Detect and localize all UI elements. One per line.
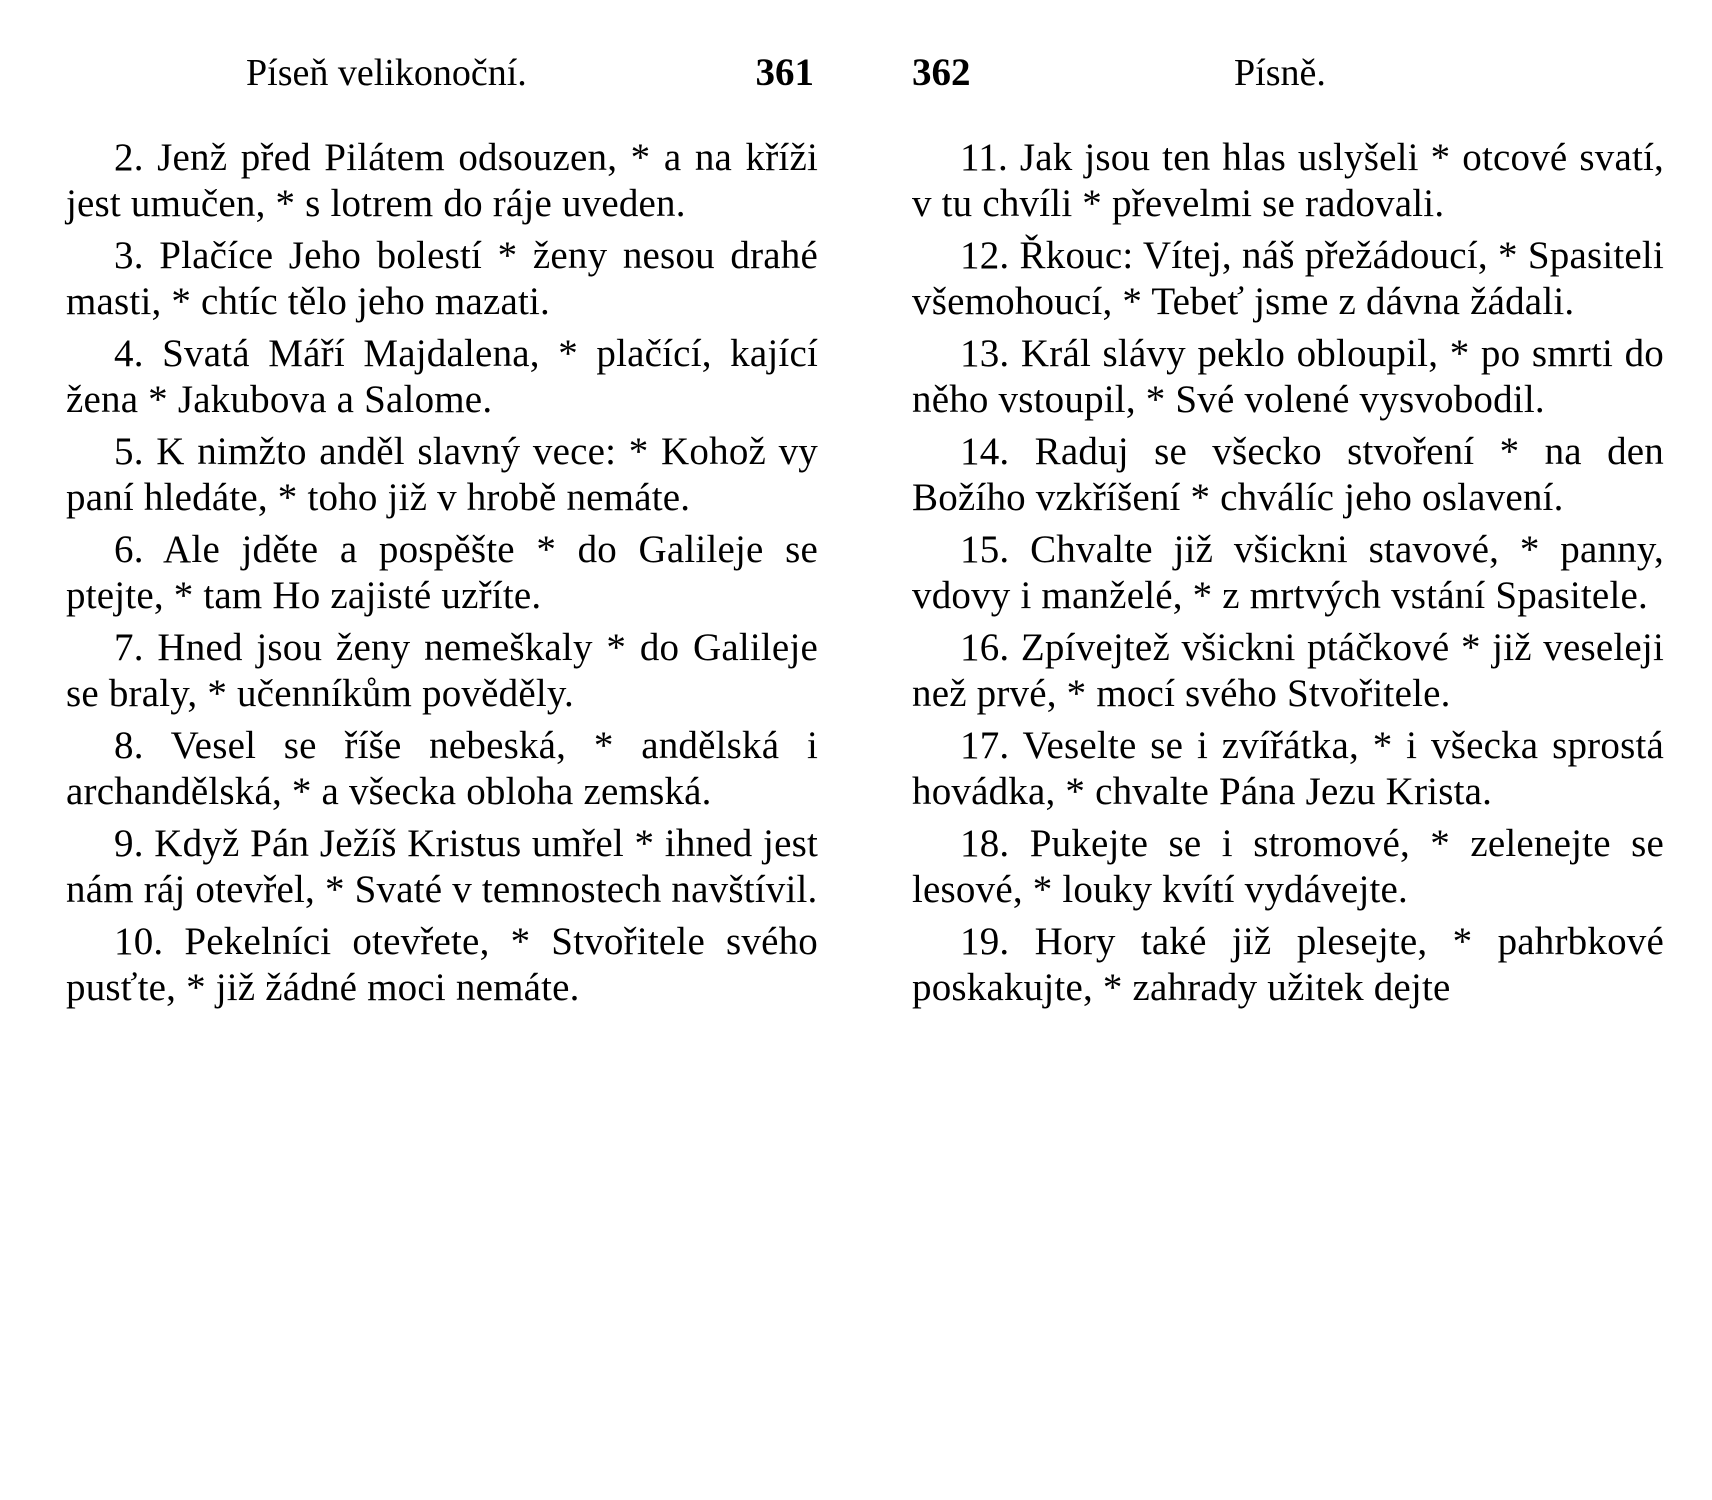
verse-number: 7. — [114, 626, 144, 669]
verse — [912, 821, 1664, 913]
verse-number: 5. — [114, 430, 144, 473]
left-page-body — [66, 135, 818, 1017]
verse — [912, 135, 1664, 227]
verse — [66, 723, 818, 815]
verse-number: 17. — [960, 724, 1010, 767]
verse-text: Chvalte již všickni stavové, * panny, vdovy i manželé, * z mrtvých vstání Spasitele. — [912, 528, 1664, 617]
verse — [66, 233, 818, 325]
verse — [66, 331, 818, 423]
verse — [912, 723, 1664, 815]
verse-number: 12. — [960, 234, 1010, 277]
verse-number: 2. — [114, 136, 144, 179]
verse-text: Svatá Máří Majdalena, * plačící, kající žena * Jakubova a Salome. — [66, 332, 818, 421]
verse-number: 14. — [960, 430, 1010, 473]
verse-number: 19. — [960, 920, 1010, 963]
verse-number: 13. — [960, 332, 1010, 375]
verse-text: Když Pán Ježíš Kristus umřel * ihned jest nám ráj otevřel, * Svaté v temnostech navštívil. — [66, 822, 819, 911]
verse-number: 15. — [960, 528, 1010, 571]
verse — [66, 821, 818, 913]
verse-number: 11. — [960, 136, 1008, 179]
right-page — [912, 0, 1664, 1500]
verse-text: Vesel se říše nebeská, * andělská i archandělská, * a všecka obloha zemská. — [66, 724, 818, 813]
verse-text: Král slávy peklo obloupil, * po smrti do něho vstoupil, * Své volené vysvobodil. — [912, 332, 1664, 421]
verse — [66, 135, 818, 227]
verse-number: 9. — [114, 822, 144, 865]
verse — [912, 527, 1664, 619]
verse-number: 6. — [114, 528, 144, 571]
verse — [66, 429, 818, 521]
left-page-title: Píseň velikonoční. — [246, 52, 527, 94]
verse-text: Hned jsou ženy nemeškaly * do Galileje se braly, * učenníkům pověděly. — [66, 626, 818, 715]
right-page-body — [912, 135, 1664, 1017]
verse-number: 18. — [960, 822, 1010, 865]
verse-text: Ale jděte a pospěšte * do Galileje se ptejte, * tam Ho zajisté uzříte. — [66, 528, 818, 617]
verse-text: Plačíce Jeho bolestí * ženy nesou drahé masti, * chtíc tělo jeho mazati. — [66, 234, 818, 323]
verse-number: 4. — [114, 332, 144, 375]
verse-number: 3. — [114, 234, 144, 277]
verse-text: Pekelníci otevřete, * Stvořitele svého pusťte, * již žádné moci nemáte. — [66, 920, 818, 1009]
verse-text: Hory také již plesejte, * pahrbkové poskakujte, * zahrady užitek dejte — [912, 920, 1664, 1009]
verse — [912, 625, 1664, 717]
verse-number: 16. — [960, 626, 1010, 669]
verse-text: Veselte se i zvířátka, * i všecka sprostá hovádka, * chvalte Pána Jezu Krista. — [912, 724, 1664, 813]
verse — [66, 527, 818, 619]
left-page — [66, 0, 818, 1500]
verse — [912, 331, 1664, 423]
verse — [912, 429, 1664, 521]
verse-text: Jak jsou ten hlas uslyšeli * otcové svatí, v tu chvíli * převelmi se radovali. — [912, 136, 1664, 225]
verse-text: Raduj se všecko stvoření * na den Božího vzkříšení * chválíc jeho oslavení. — [912, 430, 1665, 519]
verse-number: 10. — [114, 920, 164, 963]
verse — [912, 919, 1664, 1011]
verse-text: Jenž před Pilátem odsouzen, * a na kříži jest umučen, * s lotrem do ráje uveden. — [66, 136, 818, 225]
left-page-number: 361 — [755, 51, 814, 94]
right-page-title: Písně. — [1234, 52, 1326, 94]
verse — [912, 233, 1664, 325]
verse-text: Řkouc: Vítej, náš přežádoucí, * Spasiteli všemohoucí, * Tebeť jsme z dávna žádali. — [912, 234, 1664, 323]
verse — [66, 625, 818, 717]
verse — [66, 919, 818, 1011]
verse-text: K nimžto anděl slavný vece: * Kohož vy paní hledáte, * toho již v hrobě nemáte. — [66, 430, 819, 519]
left-running-head — [66, 48, 818, 98]
verse-number: 8. — [114, 724, 144, 767]
verse-text: Zpívejtež všickni ptáčkové * již veseleji než prvé, * mocí svého Stvořitele. — [912, 626, 1664, 715]
right-page-number: 362 — [912, 51, 971, 94]
verse-text: Pukejte se i stromové, * zelenejte se lesové, * louky kvítí vydávejte. — [912, 822, 1664, 911]
right-running-head — [912, 48, 1664, 98]
